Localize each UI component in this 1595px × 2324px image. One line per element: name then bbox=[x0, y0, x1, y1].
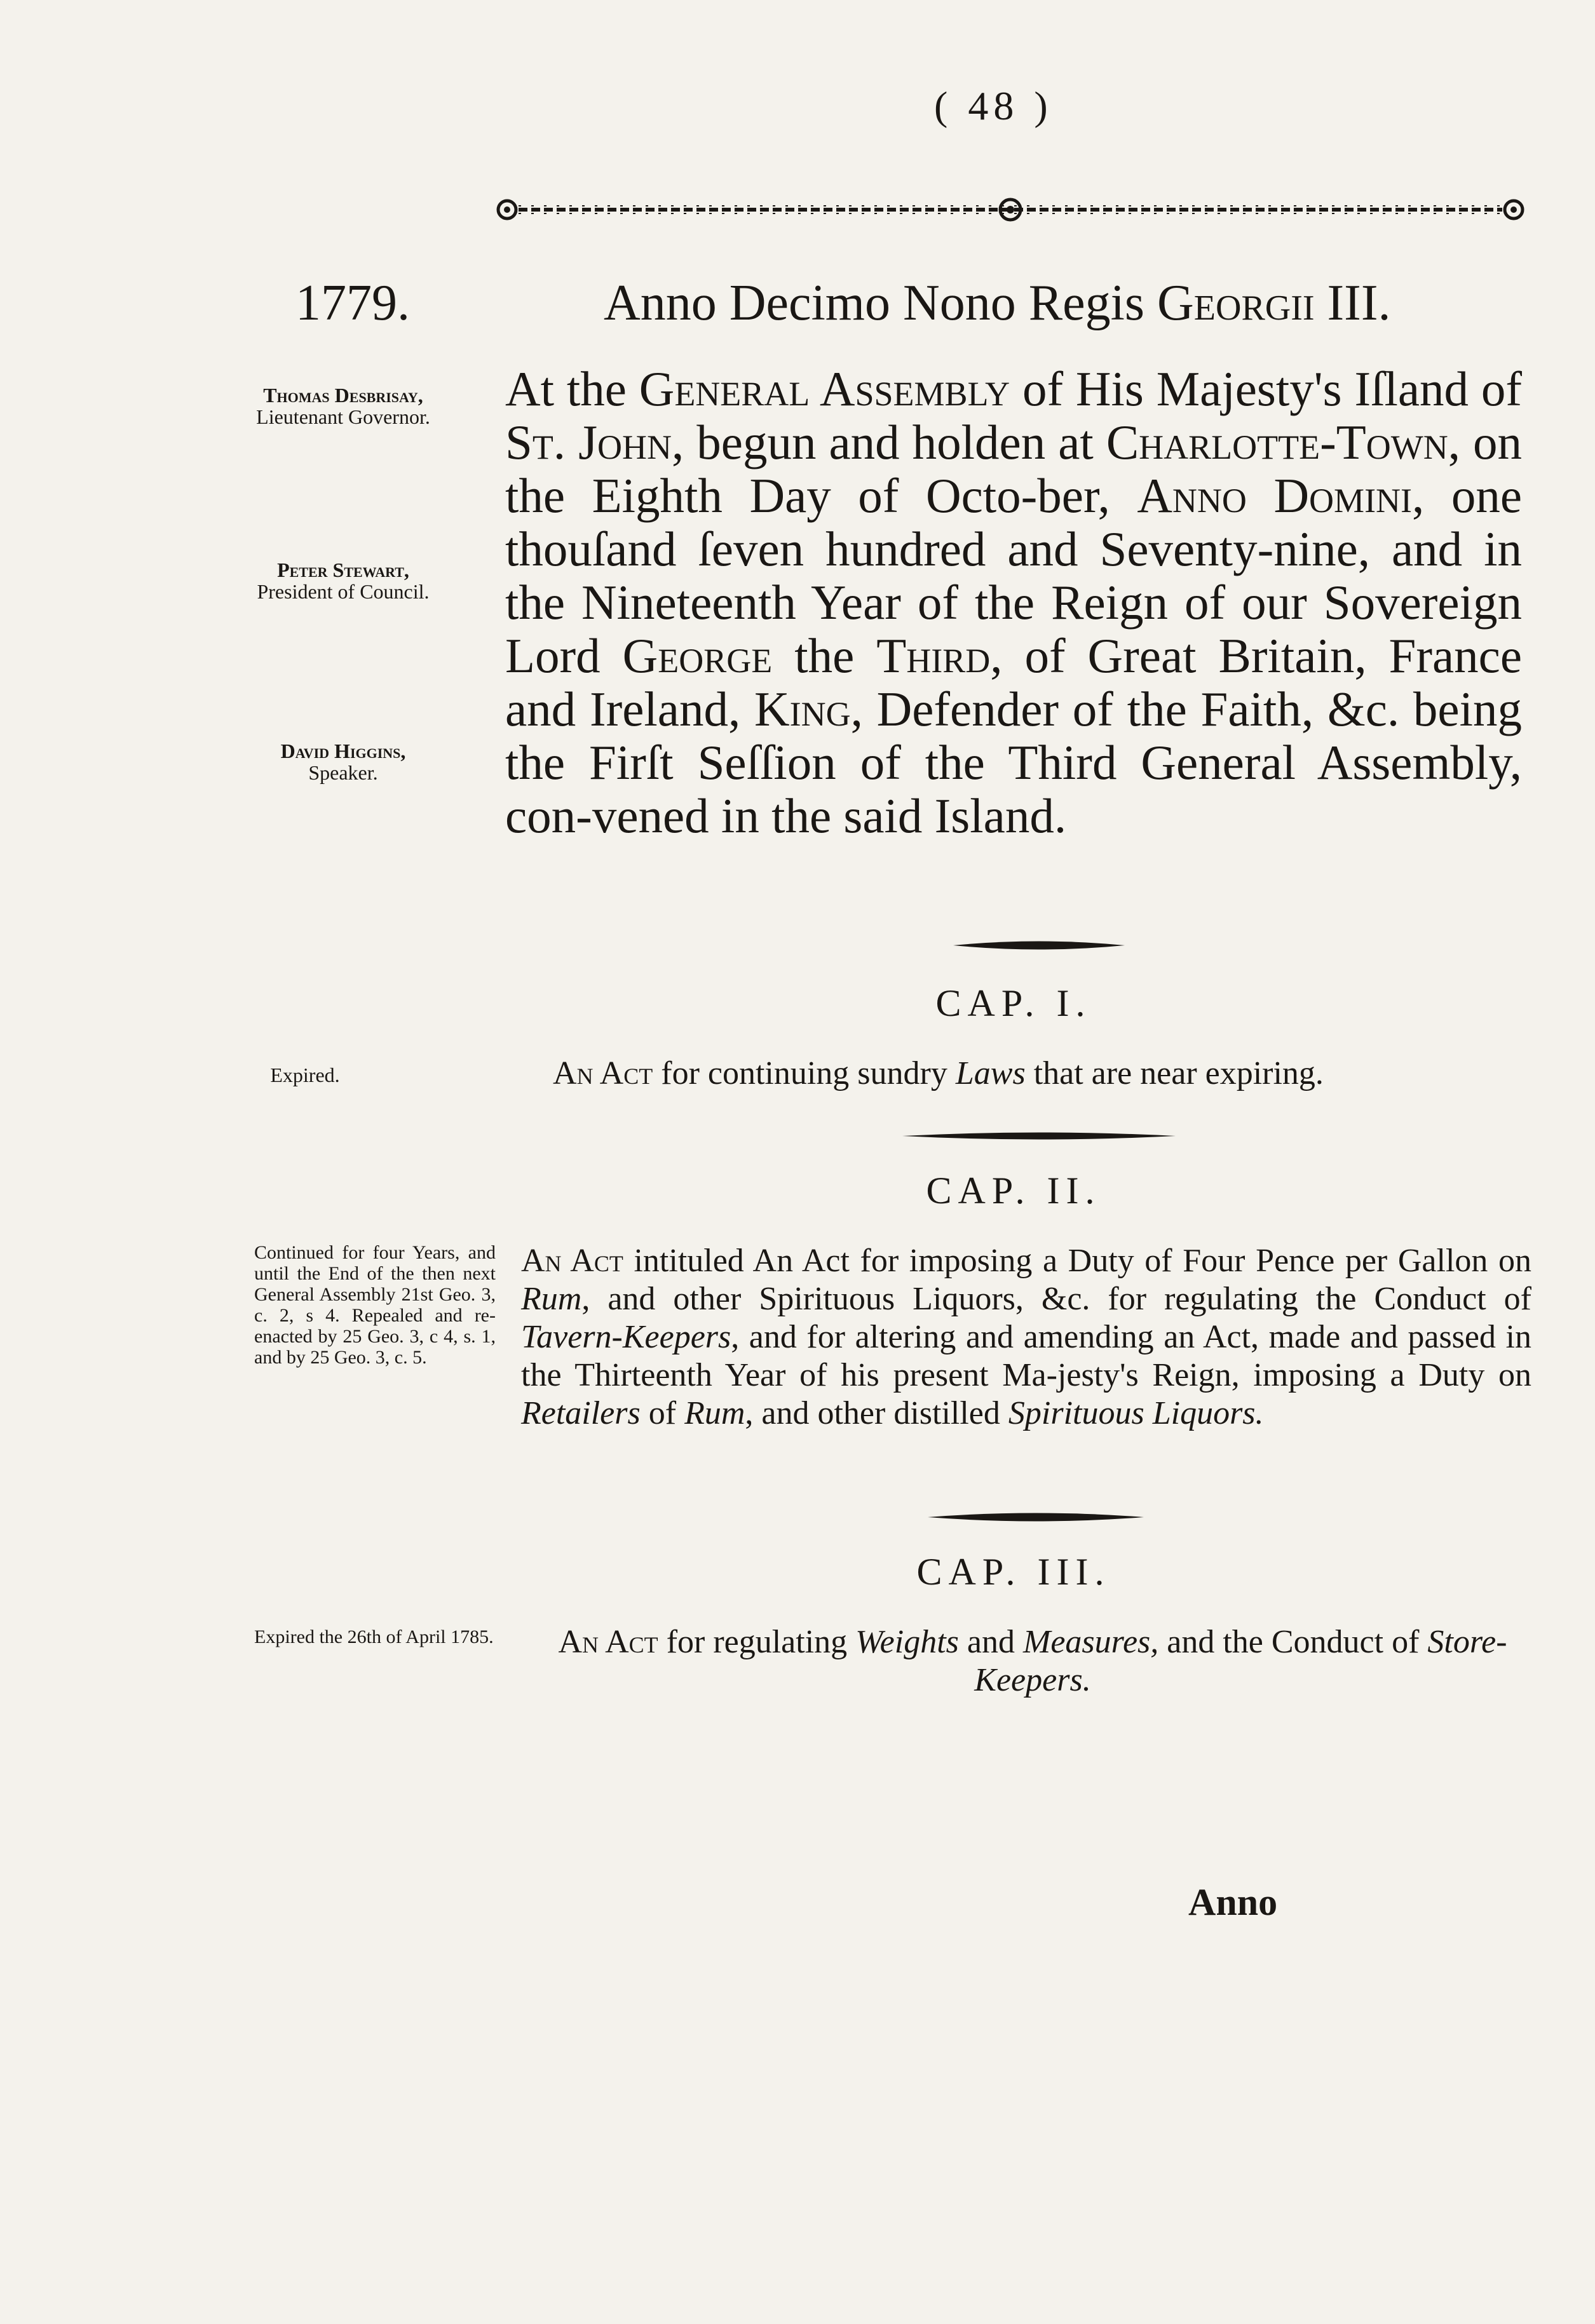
preamble-paragraph bbox=[505, 362, 1522, 842]
margin-note-speaker bbox=[210, 740, 477, 783]
margin-note-cap-1: Expired. bbox=[270, 1064, 340, 1086]
cap-3-text-part: for regulating bbox=[666, 1624, 848, 1660]
preamble-text: Charlotte-Town bbox=[1106, 415, 1448, 470]
preamble-text: Anno Domini bbox=[1137, 468, 1413, 523]
speaker-title: Speaker. bbox=[308, 761, 378, 784]
regnal-heading-prefix: Anno Decimo Nono Regis bbox=[604, 275, 1145, 331]
cap-2-text-part: Spirituous Liquors. bbox=[1008, 1395, 1264, 1431]
preamble-text: , begun and holden at bbox=[672, 415, 1094, 470]
cap-3-text-part: Store-Keepers. bbox=[974, 1624, 1507, 1698]
governor-name: Thomas Desbrisay, bbox=[263, 384, 423, 407]
cap-3-text bbox=[527, 1623, 1538, 1699]
ornamental-rule bbox=[496, 191, 1525, 229]
cap-1-text-part: for continuing sundry bbox=[661, 1055, 947, 1091]
cap-1-text-part: that are near expiring. bbox=[1033, 1055, 1324, 1091]
cap-1-lead: An Act bbox=[553, 1055, 653, 1091]
preamble-text: General Assembly bbox=[639, 361, 1010, 416]
president-name: Peter Stewart, bbox=[277, 558, 409, 581]
divider-rule bbox=[928, 1509, 1144, 1525]
cap-1-text bbox=[553, 1055, 1519, 1093]
cap-1-text-part: Laws bbox=[955, 1055, 1026, 1091]
margin-note-cap-2: Continued for four Years, and until the End of the then next General Assembly 21st Geo. 3, c. 2, s 4. Repealed and re-enacted by 25 Geo. 3, c 4, s. 1, and by 25 Geo. 3, c. 5. bbox=[254, 1242, 496, 1368]
cap-2-text-part: Tavern-Keepers bbox=[521, 1319, 731, 1355]
margin-note-cap-3: Expired the 26th of April 1785. bbox=[254, 1626, 494, 1647]
cap-3-lead: An Act bbox=[558, 1624, 658, 1660]
cap-3-title: CAP. III. bbox=[916, 1551, 1111, 1593]
cap-2-lead: An Act bbox=[521, 1243, 623, 1279]
cap-3-text-part: and the Conduct of bbox=[1167, 1624, 1420, 1660]
cap-2-text-part: intituled An Act for imposing a Duty of Four Pence per Gallon on bbox=[634, 1243, 1532, 1279]
divider-rule bbox=[953, 937, 1125, 954]
preamble-text: St. John bbox=[505, 415, 672, 470]
cap-2-text-part: Rum bbox=[684, 1395, 745, 1431]
preamble-text: King bbox=[754, 682, 851, 736]
cap-3-text-part: Weights bbox=[855, 1624, 959, 1660]
preamble-text: , one thouſand ſeven hundred and Seventy-nine, and in the Nineteenth Year of the Reign of our Sovereign Lord bbox=[505, 468, 1522, 683]
cap-2-title: CAP. II. bbox=[926, 1170, 1101, 1212]
preamble-text: of His Majesty's bbox=[1022, 361, 1342, 416]
cap-3-text-part: and bbox=[967, 1624, 1015, 1660]
governor-title: Lieutenant Governor. bbox=[256, 405, 430, 428]
preamble-text: Iſland of bbox=[1354, 361, 1523, 416]
regnal-heading-king: Georgii bbox=[1157, 275, 1315, 331]
catchword: Anno bbox=[1188, 1881, 1278, 1923]
year: 1779. bbox=[295, 275, 410, 331]
preamble-text: Third bbox=[876, 628, 991, 683]
cap-2-text-part: , and other Spirituous Liquors, &c. for regulating the Conduct of bbox=[581, 1281, 1531, 1317]
preamble-text: the bbox=[794, 628, 855, 683]
preamble-text: At the bbox=[505, 361, 627, 416]
cap-2-text bbox=[521, 1242, 1531, 1433]
margin-note-governor bbox=[210, 384, 477, 428]
president-title: President of Council. bbox=[257, 580, 430, 603]
cap-3-text-part: Measures, bbox=[1023, 1624, 1159, 1660]
cap-2-text-part: Retailers bbox=[521, 1395, 641, 1431]
preamble-text: , on the Eighth Day of Octo-ber, bbox=[505, 415, 1523, 523]
margin-note-president bbox=[210, 559, 477, 602]
preamble-text: , Defender of the Faith, &c. being the Firſt Seſſion of the Third General Assembly, con-vened in the said Island. bbox=[505, 682, 1522, 843]
regnal-heading bbox=[604, 274, 1390, 332]
page-number: ( 48 ) bbox=[934, 83, 1053, 128]
divider-rule bbox=[902, 1128, 1176, 1144]
cap-2-text-part: , and other distilled bbox=[745, 1395, 1000, 1431]
cap-2-text-part: of bbox=[648, 1395, 677, 1431]
cap-1-title: CAP. I. bbox=[935, 982, 1092, 1024]
cap-2-text-part: Rum bbox=[521, 1281, 582, 1317]
preamble-text: George bbox=[622, 628, 773, 683]
speaker-name: David Higgins, bbox=[280, 740, 406, 762]
cap-2-text-part: , and for altering and amending an Act, made and passed in the Thirteenth Year of his present Ma-jesty's Reign, imposing a Duty on bbox=[521, 1319, 1531, 1393]
regnal-heading-suffix: III. bbox=[1327, 275, 1391, 331]
preamble-text: , of Great Britain, France and Ireland, bbox=[505, 628, 1523, 736]
